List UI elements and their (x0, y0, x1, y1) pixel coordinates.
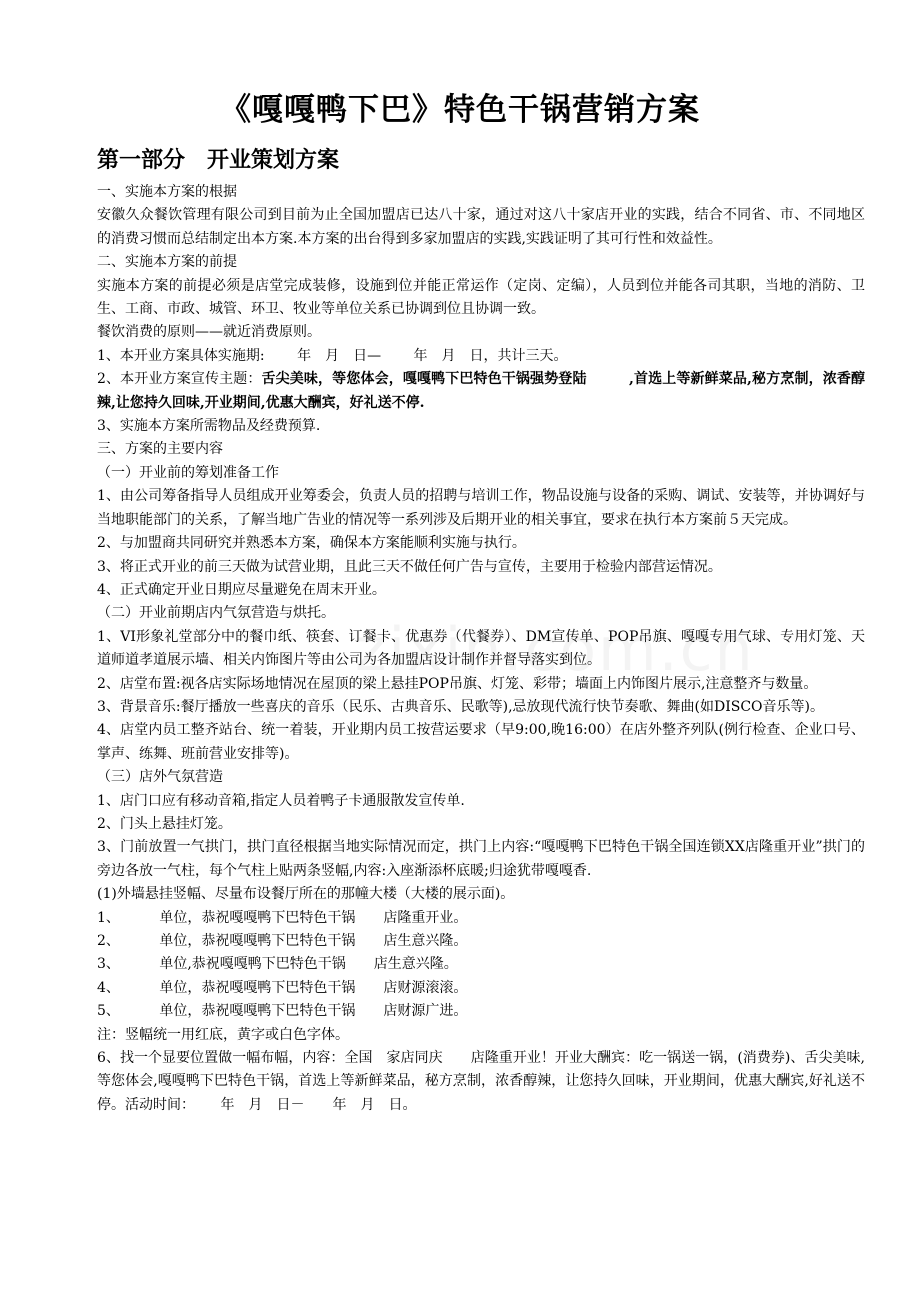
paragraph (97, 579, 865, 602)
paragraph-bold-text: 舌尖美味，等您体会，嘎嘎鸭下巴特色干锅强势登陆 ,首选上等新鲜菜品,秘方烹制，浓香醇辣,让您持久回味,开业期间,优惠大酬宾，好礼送不停. (97, 371, 865, 411)
paragraph-text: 3、实施本方案所需物品及经费预算. (97, 418, 321, 435)
paragraph-text: 二、实施本方案的前提 (97, 254, 237, 271)
paragraph (97, 321, 865, 344)
paragraph-text: 1、店门口应有移动音箱,指定人员着鸭子卡通服散发宣传单. (97, 792, 465, 809)
paragraph-text: 3、背景音乐:餐厅播放一些喜庆的音乐（民乐、古典音乐、民歌等),忌放现代流行快节奏歌、舞曲(如DISCO音乐等)。 (97, 698, 824, 715)
paragraph (97, 673, 865, 696)
paragraph (97, 275, 865, 322)
paragraph-text: 2、本开业方案宣传主题： (97, 371, 262, 388)
paragraph (97, 485, 865, 532)
paragraph (97, 204, 865, 251)
paragraph-text: 2、门头上悬挂灯笼。 (97, 815, 232, 832)
paragraph-text: 2、与加盟商共同研究并熟悉本方案，确保本方案能顺利实施与执行。 (97, 535, 526, 552)
part-name: 开业策划方案 (207, 147, 340, 173)
paragraph (97, 930, 865, 953)
paragraph (97, 1024, 865, 1047)
paragraph-text: 一、实施本方案的根据 (97, 184, 237, 200)
paragraph (97, 415, 865, 438)
paragraph (97, 251, 865, 274)
paragraph-text: 3、将正式开业的前三天做为试营业期，且此三天不做任何广告与宣传，主要用于检验内部营运情况。 (97, 558, 722, 575)
paragraph-text: 3、 单位,恭祝嘎嘎鸭下巴特色干锅 店生意兴隆。 (97, 956, 458, 973)
paragraph (97, 719, 865, 766)
part-label: 第一部分 (97, 147, 186, 173)
paragraph-text: （二）开业前期店内气氛营造与烘托。 (97, 605, 335, 622)
paragraph (97, 345, 865, 368)
paragraph (97, 462, 865, 485)
paragraph (97, 766, 865, 789)
paragraph (97, 836, 865, 883)
paragraph-text: 4、正式确定开业日期应尽量避免在周末开业。 (97, 581, 386, 598)
paragraph-text: 实施本方案的前提必须是店堂完成装修，设施到位并能正常运作（定岗、定编），人员到位并能各司其职，当地的消防、卫生、工商、市政、城管、环卫、牧业等单位关系已协调到位且协调一致。 (97, 277, 865, 318)
paragraph (97, 813, 865, 836)
paragraph-text: （三）店外气氛营造 (97, 769, 223, 786)
paragraph-text: 5、 单位，恭祝嘎嘎鸭下巴特色干锅 店财源广进。 (97, 1003, 468, 1020)
paragraph-text: 4、店堂内员工整齐站台、统一着装，开业期内员工按营运要求（早9:00,晚16:00）在店外整齐列队(例行检查、企业口号、掌声、练舞、班前营业安排等)。 (97, 722, 865, 762)
paragraph-text: 餐饮消费的原则——就近消费原则。 (97, 324, 321, 341)
paragraph-text: 1、本开业方案具体实施期: 年 月 日— 年 月 日，共计三天。 (97, 347, 568, 364)
paragraph-text: 2、 单位，恭祝嘎嘎鸭下巴特色干锅 店生意兴隆。 (97, 933, 468, 949)
paragraph (97, 626, 865, 673)
paragraph (97, 953, 865, 976)
paragraph (97, 602, 865, 625)
paragraph-text: 6、找一个显要位置做一幅布幅，内容：全国 家店同庆 店隆重开业！开业大酬宾：吃一锅送一锅，(消费券)、舌尖美味,等您体会,嘎嘎鸭下巴特色干锅，首选上等新鲜菜品，秘方烹制，浓香醇辣，让您持久回味，开业期间，优惠大酬宾,好礼送不停。活动时间： 年 月 日－ 年 月 日。 (97, 1050, 865, 1113)
paragraph (97, 696, 865, 719)
paragraph-text: 2、店堂布置:视各店实际场地情况在屋顶的梁上悬挂POP吊旗、灯笼、彩带；墙面上内饰图片展示,注意整齐与数量。 (97, 675, 818, 692)
paragraph (97, 1000, 865, 1023)
paragraph (97, 1047, 865, 1117)
part-heading (97, 143, 339, 174)
paragraph-text: 3、门前放置一气拱门，拱门直径根据当地实际情况而定，拱门上内容:“嘎嘎鸭下巴特色干锅全国连锁XX店隆重开业”拱门的旁边各放一气柱，每个气柱上贴两条竖幅,内容:入座渐添杯底暖;归途犹带嘎嘎香. (97, 839, 865, 879)
paragraph-text: 安徽久众餐饮管理有限公司到目前为止全国加盟店已达八十家，通过对这八十家店开业的实践，结合不同省、市、不同地区的消费习惯而总结制定出本方案.本方案的出台得到多家加盟店的实践,实践证明了其可行性和效益性。 (97, 207, 865, 247)
paragraph-text: 1、VI形象礼堂部分中的餐巾纸、筷套、订餐卡、优惠券（代餐券）、DM宣传单、POP吊旗、嘎嘎专用气球、专用灯笼、天道师道孝道展示墙、相关内饰图片等由公司为各加盟店设计制作并督导落实到位。 (97, 628, 865, 669)
paragraph-text: 三、方案的主要内容 (97, 441, 223, 458)
paragraph-text: 1、由公司筹备指导人员组成开业筹委会，负责人员的招聘与培训工作，物品设施与设备的采购、调试、安装等，并协调好与当地职能部门的关系，了解当地广告业的情况等一系列涉及后期开业的相关事宜，要求在执行本方案前５天完成。 (97, 488, 865, 528)
paragraph (97, 977, 865, 1000)
paragraph (97, 790, 865, 813)
document-title: 《嘎嘎鸭下巴》特色干锅营销方案 (220, 92, 700, 128)
paragraph (97, 907, 865, 930)
paragraph (97, 883, 865, 906)
paragraph (97, 181, 865, 204)
paragraph-text: (1)外墙悬挂竖幅、尽量布设餐厅所在的那幢大楼（大楼的展示面)。 (97, 886, 515, 903)
paragraph-text: 注：竖幅统一用红底，黄字或白色字体。 (97, 1026, 349, 1043)
document-body (97, 181, 865, 1117)
paragraph (97, 556, 865, 579)
paragraph-text: 1、 单位，恭祝嘎嘎鸭下巴特色干锅 店隆重开业。 (97, 909, 468, 926)
paragraph (97, 438, 865, 461)
paragraph-text: 4、 单位，恭祝嘎嘎鸭下巴特色干锅 店财源滚滚。 (97, 979, 468, 996)
paragraph-text: （一）开业前的筹划准备工作 (97, 464, 279, 481)
paragraph (97, 368, 865, 415)
paragraph (97, 532, 865, 555)
